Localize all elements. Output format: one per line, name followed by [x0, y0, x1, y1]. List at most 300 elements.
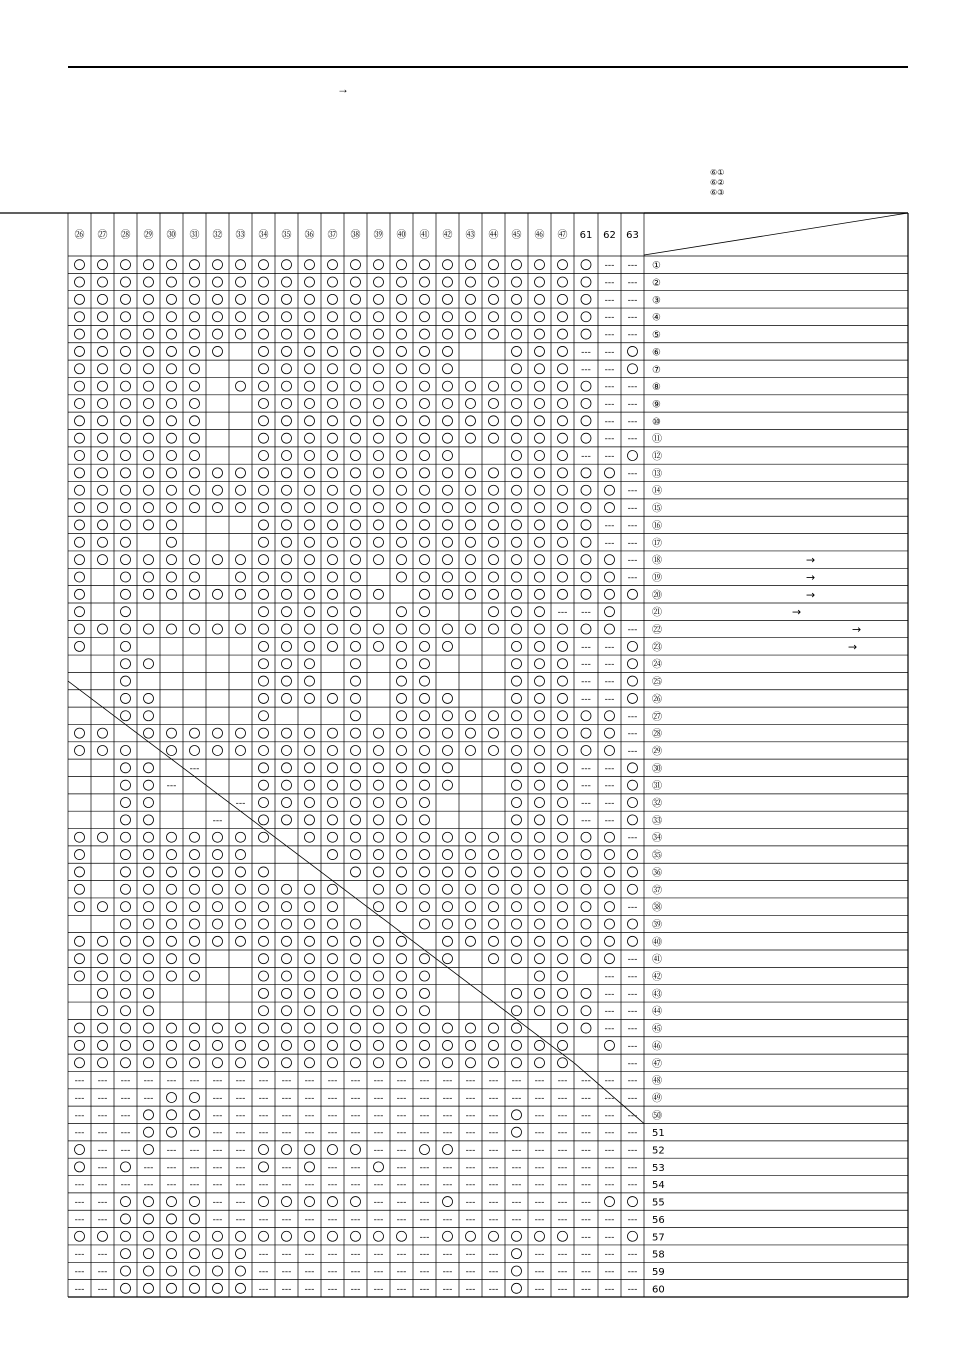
compatible-mark: [213, 884, 223, 894]
compatible-mark: [605, 468, 615, 478]
not-applicable-mark: ---: [373, 1093, 384, 1104]
not-applicable-mark: ---: [557, 1145, 568, 1156]
compatible-mark: [374, 329, 384, 339]
compatible-mark: [282, 902, 292, 912]
compatible-mark: [121, 260, 131, 270]
not-applicable-mark: ---: [604, 382, 615, 393]
not-applicable-mark: ---: [350, 1284, 361, 1295]
column-header: ㉝: [235, 230, 246, 241]
compatible-mark: [512, 1110, 522, 1120]
compatible-mark: [443, 398, 453, 408]
compatible-mark: [558, 537, 568, 547]
compatible-mark: [121, 277, 131, 287]
compatible-mark: [420, 971, 430, 981]
compatible-mark: [374, 867, 384, 877]
compatible-mark: [98, 398, 108, 408]
compatible-mark: [420, 312, 430, 322]
column-header: ㉙: [143, 230, 154, 241]
not-applicable-mark: ---: [373, 1145, 384, 1156]
not-applicable-mark: ---: [534, 1093, 545, 1104]
compatible-mark: [75, 537, 85, 547]
compatible-mark: [374, 780, 384, 790]
compatible-mark: [190, 416, 200, 426]
compatible-mark: [305, 1231, 315, 1241]
compatible-mark: [259, 364, 269, 374]
not-applicable-mark: ---: [281, 1214, 292, 1225]
compatible-mark: [420, 433, 430, 443]
not-applicable-mark: ---: [604, 434, 615, 445]
compatible-mark: [167, 451, 177, 461]
compatible-mark: [420, 641, 430, 651]
compatible-mark: [144, 832, 154, 842]
compatible-mark: [581, 398, 591, 408]
compatible-mark: [443, 763, 453, 773]
compatible-mark: [121, 1249, 131, 1259]
not-applicable-mark: ---: [396, 1145, 407, 1156]
row-label: ㉜: [652, 798, 662, 810]
compatible-mark: [489, 954, 499, 964]
compatible-mark: [167, 624, 177, 634]
compatible-mark: [512, 902, 522, 912]
compatible-mark: [259, 745, 269, 755]
compatible-mark: [420, 693, 430, 703]
compatible-mark: [75, 329, 85, 339]
compatible-mark: [167, 884, 177, 894]
compatible-mark: [98, 381, 108, 391]
compatible-mark: [167, 919, 177, 929]
not-applicable-mark: ---: [465, 1162, 476, 1173]
not-applicable-mark: ---: [304, 1076, 315, 1087]
compatible-mark: [397, 537, 407, 547]
compatible-mark: [397, 936, 407, 946]
not-applicable-mark: ---: [97, 1093, 108, 1104]
not-applicable-mark: ---: [327, 1284, 338, 1295]
compatible-mark: [190, 260, 200, 270]
compatible-mark: [121, 867, 131, 877]
compatible-mark: [121, 971, 131, 981]
compatible-mark: [535, 1006, 545, 1016]
compatible-mark: [282, 277, 292, 287]
compatible-mark: [628, 364, 638, 374]
compatible-mark: [397, 520, 407, 530]
compatible-mark: [374, 745, 384, 755]
compatible-mark: [305, 624, 315, 634]
not-applicable-mark: ---: [304, 1180, 315, 1191]
not-applicable-mark: ---: [212, 1197, 223, 1208]
compatible-mark: [351, 1197, 361, 1207]
compatible-mark: [236, 1231, 246, 1241]
compatible-mark: [374, 277, 384, 287]
compatible-mark: [282, 745, 292, 755]
compatible-mark: [351, 693, 361, 703]
compatible-mark: [581, 277, 591, 287]
not-applicable-mark: ---: [281, 1162, 292, 1173]
compatible-mark: [397, 260, 407, 270]
compatible-mark: [328, 503, 338, 513]
not-applicable-mark: ---: [97, 1128, 108, 1139]
compatible-mark: [512, 416, 522, 426]
compatible-mark: [259, 624, 269, 634]
compatible-mark: [420, 867, 430, 877]
compatible-mark: [167, 398, 177, 408]
compatible-mark: [282, 312, 292, 322]
not-applicable-mark: ---: [327, 1076, 338, 1087]
column-header: ㉘: [120, 230, 131, 241]
compatible-mark: [397, 277, 407, 287]
not-applicable-mark: ---: [419, 1214, 430, 1225]
compatible-mark: [282, 329, 292, 339]
compatible-mark: [397, 728, 407, 738]
compatible-mark: [420, 1023, 430, 1033]
row-label: ㊿: [652, 1110, 662, 1122]
compatible-mark: [489, 537, 499, 547]
compatible-mark: [374, 624, 384, 634]
not-applicable-mark: ---: [419, 1128, 430, 1139]
not-applicable-mark: ---: [465, 1197, 476, 1208]
compatible-mark: [443, 451, 453, 461]
compatible-mark: [98, 537, 108, 547]
compatible-mark: [236, 277, 246, 287]
compatible-mark: [121, 919, 131, 929]
compatible-mark: [213, 485, 223, 495]
compatible-mark: [558, 433, 568, 443]
compatible-mark: [351, 728, 361, 738]
compatible-mark: [144, 884, 154, 894]
row-label: ㊴: [652, 919, 662, 931]
compatible-mark: [259, 763, 269, 773]
compatible-mark: [628, 1231, 638, 1241]
compatible-mark: [98, 988, 108, 998]
compatible-mark: [328, 1023, 338, 1033]
compatible-mark: [236, 1023, 246, 1033]
compatible-mark: [535, 277, 545, 287]
compatible-mark: [328, 763, 338, 773]
not-applicable-mark: ---: [604, 1145, 615, 1156]
compatible-mark: [374, 503, 384, 513]
compatible-mark: [328, 537, 338, 547]
compatible-mark: [236, 503, 246, 513]
compatible-mark: [351, 294, 361, 304]
compatible-mark: [328, 294, 338, 304]
compatible-mark: [535, 589, 545, 599]
not-applicable-mark: ---: [557, 1249, 568, 1260]
compatible-mark: [512, 659, 522, 669]
compatible-mark: [167, 346, 177, 356]
not-applicable-mark: ---: [627, 833, 638, 844]
compatible-mark: [397, 433, 407, 443]
compatible-mark: [259, 676, 269, 686]
not-applicable-mark: ---: [97, 1180, 108, 1191]
compatible-mark: [558, 867, 568, 877]
compatible-mark: [558, 346, 568, 356]
not-applicable-mark: ---: [373, 1249, 384, 1260]
compatible-mark: [397, 1040, 407, 1050]
compatible-mark: [512, 763, 522, 773]
compatible-mark: [374, 451, 384, 461]
compatible-mark: [282, 364, 292, 374]
compatible-mark: [581, 312, 591, 322]
compatible-mark: [259, 398, 269, 408]
not-applicable-mark: ---: [627, 1145, 638, 1156]
not-applicable-mark: ---: [604, 989, 615, 1000]
compatible-mark: [144, 433, 154, 443]
compatible-mark: [121, 398, 131, 408]
compatible-mark: [535, 624, 545, 634]
compatible-mark: [144, 398, 154, 408]
compatible-mark: [144, 364, 154, 374]
compatible-mark: [259, 1040, 269, 1050]
compatible-mark: [351, 277, 361, 287]
not-applicable-mark: ---: [212, 1110, 223, 1121]
not-applicable-mark: ---: [604, 677, 615, 688]
compatible-mark: [374, 815, 384, 825]
compatible-mark: [282, 607, 292, 617]
compatible-mark: [144, 572, 154, 582]
not-applicable-mark: ---: [557, 1076, 568, 1087]
compatible-mark: [259, 693, 269, 703]
not-applicable-mark: ---: [235, 1197, 246, 1208]
compatible-mark: [512, 555, 522, 565]
row-label: ⑨: [652, 399, 661, 411]
not-applicable-mark: ---: [97, 1197, 108, 1208]
compatible-mark: [512, 607, 522, 617]
compatible-mark: [351, 780, 361, 790]
compatible-mark: [328, 277, 338, 287]
compatible-mark: [397, 364, 407, 374]
compatible-mark: [512, 312, 522, 322]
compatible-mark: [121, 346, 131, 356]
not-applicable-mark: ---: [465, 1076, 476, 1087]
compatible-mark: [305, 728, 315, 738]
not-applicable-mark: ---: [304, 1093, 315, 1104]
row-label: 57: [652, 1232, 665, 1244]
compatible-mark: [535, 260, 545, 270]
compatible-mark: [466, 312, 476, 322]
compatible-mark: [259, 485, 269, 495]
compatible-mark: [535, 520, 545, 530]
compatible-mark: [259, 641, 269, 651]
compatible-mark: [535, 433, 545, 443]
compatible-mark: [443, 260, 453, 270]
compatible-mark: [397, 398, 407, 408]
compatible-mark: [144, 346, 154, 356]
not-applicable-mark: ---: [604, 1128, 615, 1139]
compatible-mark: [121, 1197, 131, 1207]
compatible-mark: [328, 1231, 338, 1241]
compatible-mark: [397, 416, 407, 426]
compatible-mark: [75, 468, 85, 478]
compatible-mark: [144, 485, 154, 495]
compatible-mark: [328, 312, 338, 322]
compatible-mark: [144, 1110, 154, 1120]
not-applicable-mark: ---: [604, 364, 615, 375]
compatible-mark: [259, 329, 269, 339]
compatible-mark: [282, 468, 292, 478]
compatible-mark: [466, 485, 476, 495]
compatible-mark: [190, 294, 200, 304]
compatible-mark: [282, 433, 292, 443]
compatible-mark: [190, 728, 200, 738]
compatible-mark: [328, 607, 338, 617]
compatible-mark: [190, 624, 200, 634]
compatible-mark: [144, 1231, 154, 1241]
compatible-mark: [397, 867, 407, 877]
not-applicable-mark: ---: [419, 1284, 430, 1295]
not-applicable-mark: ---: [304, 1266, 315, 1277]
row-arrow: →: [806, 570, 816, 584]
not-applicable-mark: ---: [604, 659, 615, 670]
compatible-mark: [420, 468, 430, 478]
not-applicable-mark: ---: [557, 1162, 568, 1173]
compatible-mark: [535, 850, 545, 860]
not-applicable-mark: ---: [604, 1266, 615, 1277]
not-applicable-mark: ---: [627, 330, 638, 341]
not-applicable-mark: ---: [74, 1076, 85, 1087]
not-applicable-mark: ---: [212, 1162, 223, 1173]
compatible-mark: [259, 988, 269, 998]
compatible-mark: [512, 1249, 522, 1259]
column-header: ㉟: [281, 230, 292, 241]
not-applicable-mark: ---: [396, 1266, 407, 1277]
not-applicable-mark: ---: [627, 989, 638, 1000]
compatible-mark: [466, 329, 476, 339]
compatible-mark: [397, 676, 407, 686]
header-arrow: →: [337, 82, 349, 96]
compatible-mark: [121, 641, 131, 651]
not-applicable-mark: ---: [534, 1266, 545, 1277]
compatible-mark: [420, 763, 430, 773]
compatible-mark: [305, 589, 315, 599]
row-label: ㉔: [652, 659, 662, 671]
row-label: ㊲: [652, 885, 662, 897]
compatible-mark: [489, 884, 499, 894]
compatible-mark: [397, 815, 407, 825]
compatible-mark: [282, 294, 292, 304]
not-applicable-mark: ---: [166, 1145, 177, 1156]
compatible-mark: [98, 902, 108, 912]
not-applicable-mark: ---: [534, 1249, 545, 1260]
compatible-mark: [282, 624, 292, 634]
not-applicable-mark: ---: [189, 1162, 200, 1173]
row-label: ㊱: [652, 867, 662, 879]
not-applicable-mark: ---: [627, 486, 638, 497]
compatible-mark: [374, 312, 384, 322]
compatible-mark: [443, 1197, 453, 1207]
compatible-mark: [558, 815, 568, 825]
compatible-mark: [535, 919, 545, 929]
compatible-mark: [466, 1058, 476, 1068]
row-label: ㉞: [652, 833, 662, 845]
compatible-mark: [98, 294, 108, 304]
compatible-mark: [397, 832, 407, 842]
not-applicable-mark: ---: [488, 1266, 499, 1277]
not-applicable-mark: ---: [465, 1284, 476, 1295]
compatible-mark: [443, 711, 453, 721]
compatible-mark: [305, 381, 315, 391]
not-applicable-mark: ---: [419, 1197, 430, 1208]
row-label: ⑱: [652, 555, 662, 567]
compatible-mark: [144, 936, 154, 946]
compatible-mark: [328, 919, 338, 929]
compatible-mark: [144, 1040, 154, 1050]
compatible-mark: [190, 589, 200, 599]
compatible-mark: [443, 1145, 453, 1155]
compatible-mark: [351, 867, 361, 877]
compatible-mark: [512, 884, 522, 894]
compatible-mark: [328, 988, 338, 998]
not-applicable-mark: ---: [97, 1249, 108, 1260]
not-applicable-mark: ---: [235, 1145, 246, 1156]
compatible-mark: [512, 1006, 522, 1016]
column-header: 63: [626, 230, 639, 241]
compatible-mark: [420, 260, 430, 270]
compatible-mark: [397, 884, 407, 894]
not-applicable-mark: ---: [627, 520, 638, 531]
not-applicable-mark: ---: [581, 1214, 591, 1225]
compatible-mark: [121, 503, 131, 513]
compatible-mark: [259, 294, 269, 304]
compatible-mark: [144, 659, 154, 669]
not-applicable-mark: ---: [304, 1284, 315, 1295]
column-header: ㊸: [465, 230, 476, 241]
compatible-mark: [443, 294, 453, 304]
not-applicable-mark: ---: [419, 1093, 430, 1104]
compatible-mark: [628, 641, 638, 651]
compatible-mark: [144, 416, 154, 426]
compatible-mark: [420, 589, 430, 599]
compatible-mark: [351, 1040, 361, 1050]
compatible-mark: [259, 815, 269, 825]
compatible-mark: [581, 850, 591, 860]
row-label: ⑮: [652, 503, 662, 515]
compatible-mark: [305, 745, 315, 755]
not-applicable-mark: ---: [511, 1180, 522, 1191]
not-applicable-mark: ---: [488, 1197, 499, 1208]
compatible-mark: [190, 850, 200, 860]
compatible-mark: [397, 468, 407, 478]
not-applicable-mark: ---: [143, 1093, 154, 1104]
compatible-mark: [75, 433, 85, 443]
compatible-mark: [374, 832, 384, 842]
not-applicable-mark: ---: [327, 1214, 338, 1225]
compatible-mark: [420, 503, 430, 513]
compatible-mark: [489, 433, 499, 443]
compatible-mark: [144, 815, 154, 825]
compatible-mark: [121, 294, 131, 304]
compatible-mark: [121, 780, 131, 790]
compatible-mark: [75, 832, 85, 842]
not-applicable-mark: ---: [97, 1145, 108, 1156]
compatible-mark: [259, 1058, 269, 1068]
legend-item: ⑥①: [710, 168, 725, 177]
compatible-mark: [581, 381, 591, 391]
compatible-mark: [190, 1127, 200, 1137]
not-applicable-mark: ---: [604, 1232, 615, 1243]
compatible-mark: [443, 728, 453, 738]
row-label: ⑪: [652, 434, 662, 446]
compatible-mark: [397, 312, 407, 322]
not-applicable-mark: ---: [627, 468, 638, 479]
not-applicable-mark: ---: [557, 1197, 568, 1208]
compatible-mark: [305, 641, 315, 651]
not-applicable-mark: ---: [373, 1214, 384, 1225]
compatible-mark: [213, 850, 223, 860]
not-applicable-mark: ---: [419, 1076, 430, 1087]
compatible-mark: [489, 919, 499, 929]
compatible-mark: [305, 936, 315, 946]
not-applicable-mark: ---: [97, 1110, 108, 1121]
compatible-mark: [489, 485, 499, 495]
